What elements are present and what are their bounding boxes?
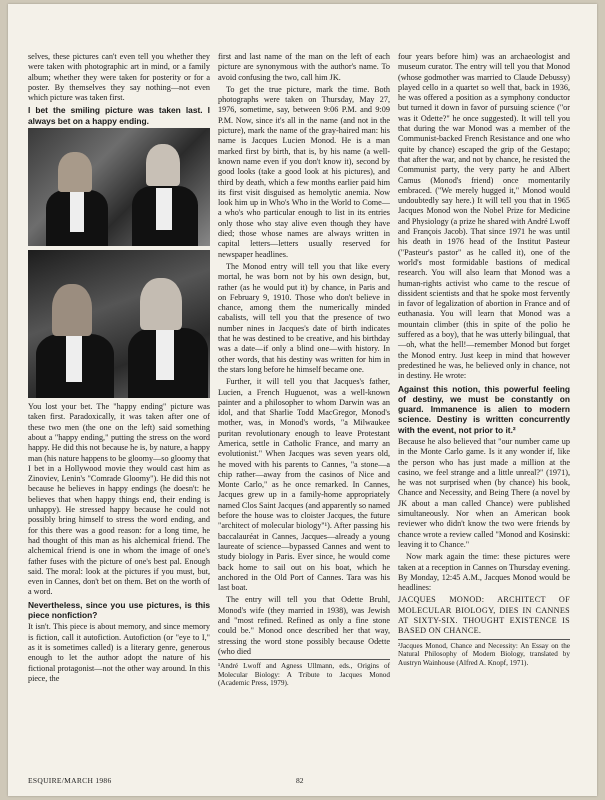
- paragraph: The entry will tell you that Odette Bruhl, Monod's wife (they married in 1938), was Jewish and "most refined. Refined as only a fine stone could be." Monod once described her that way, stressing the word stone possibly because Odette (who died: [218, 595, 390, 656]
- column-left: [28, 52, 210, 686]
- paragraph: Because he also believed that "our number came up in the Monte Carlo game. Is it any wonder if, like the person who has just made a million at the casino, we feel strange and a little unreal?" (1971), he was not surprised when (by chance) his book, Chance and Necessity, and Being There (a novel by JK about a man called Chance) were published simultaneously. Nor when an American book reviewer who didn't know the two were friends by chance wrote a review called "Monod and Kosinski: leaving it to Chance.": [398, 436, 570, 549]
- interview-question: I bet the smiling picture was taken last. I always bet on a happy ending.: [28, 105, 210, 126]
- pull-quote: Against this notion, this powerful feeling of destiny, we must be constantly on guard. Immanence is alien to modern science. Destiny is written concurrently with the event, not prior to it.²: [398, 383, 570, 435]
- paragraph: four years before him) was an archaeologist and museum curator. The entry will tell you that Monod (whose godmother was married to Claude Debussy) played cello in a quartet so well that, back in 1936, he was offered a position as a symphony conductor but turned it down in favor of pursuing science ("or was it Odette?" he once suggested). It will tell you that during the war Monod was a member of the Communist-backed French Resistance and one who quite by chance) escaped the grip of the Gestapo; that after the war, and not by chance, he resisted the Communist party, the very party he and Albert Camus (Monod's friend) once momentarily embraced. ("We merely hugged it," Monod would undoubtedly say here.) It will tell you that in 1965 Jacques Monod won the Nobel Prize for Medicine and Physiology (a prize he shared with André Lwoff and François Jacob). That since 1971 he was until his death in 1976 head of the Institut Pasteur ("Pasteur's pastor" as he called it), one of the world's most formidable bastions of medical research. You will also learn that Monod was a human-rights activist who came to the rescue of dissident scientists and that he spoke most fervently in favor of legalization of abortion in France and of euthanasia. You will learn that Monod was a mountain climber (this in spite of the polio he suffered as a boy), that he was utterly bilingual, that—oh, what the hell!—remember Monod but forget the Monod entry. Just keep in mind that however predestined he was, he believed only in chance, not in destiny. He wrote:: [398, 52, 570, 381]
- headline-quote: JACQUES MONOD: ARCHITECT OF MOLECULAR BIOLOGY, DIES IN CANNES AT SIXTY-SIX. THOUGHT EXISTENCE IS BASED ON CHANCE.: [398, 595, 570, 636]
- photograph-smiling: [28, 128, 210, 246]
- paragraph: Further, it will tell you that Jacques's father, Lucien, a French Huguenot, was a well-known painter and a philosopher to whom Darwin was an idol, and that Sharlie Todd MacGregor, Monod's mother, was, in Monod's words, "a Milwaukee puritan revolutionary enough to leave Protestant America, settle in Catholic France, and marry an evolutionist." When Jacques was seven years old, he moved with his parents to Cannes, "a stone—a chip rather—away from the casinos of Nice and Monte Carlo," as he once remarked. In Cannes, Jacques grew up in a family-home appropriately named Clos Saint Jacques (and apparently so named before the house was to cloister Jacques, the future "architect of molecular biology"¹). After passing his baccalauréat in Cannes, Jacques—already a young laureate of science—bypassed Cannes and went to study biology in Paris. Ever since, he would come back home to sail out on his boat, which he anchored in the Old Port of Cannes. Tara was his last boat.: [218, 377, 390, 593]
- paragraph: You lost your bet. The "happy ending" picture was taken first. Paradoxically, it was taken after one of these two men (the one on the left) said something about a "happy ending," putting the stress on the word happy. He did this not because he is, by nature, a happy man (his nature happens to be gloomy—so gloomy that I bet in a Hollywood movie they would cast him as Zinoviev, Lenin's "Comrade Gloomy"). He did this not because he believes in happy endings (he doesn't: he believes that when happy things end, their ending is unhappy). He stressed happy because he could not possibly bring himself to stress the word ending, and for this there was a good reason: for a long time, he had thought of this man as his alchemical friend. The alchemical friend is one in whom the image of one's father fuses with the picture of one's best pal. Enough said. The moral: look at the pictures if you must, but, even in Cannes, don't bet on them. Bet on the worth of a word.: [28, 402, 210, 597]
- magazine-footer: ESQUIRE/MARCH 1986: [28, 776, 112, 785]
- paragraph: The Monod entry will tell you that like every mortal, he was born not by his own design, but, rather (as he would put it) by chance, in Paris and on February 9, 1910. Those who don't believe in chance, among them the numerically minded cabalists, will tell you that the presence of two number nines in Jacques's date of birth indicates that he was destined to be creative, and his birthday was a date—if only a blind one—with history. In other words, that his destiny was written for him in the stars long before he himself became one.: [218, 261, 390, 374]
- footnote: ¹André Lwoff and Agness Ullmann, eds., Origins of Molecular Biology: A Tribute to Jacques Monod (Academic Press, 1979).: [218, 659, 390, 688]
- paragraph: It isn't. This piece is about memory, and since memory is fiction, call it autofiction. Autofiction (or "eye to I," as it is sometimes called) is a literary genre, generous enough to let the author adopt the nature of his fictional protagonist—not the other way around. In this piece, the: [28, 622, 210, 683]
- footnote: ²Jacques Monod, Chance and Necessity: An Essay on the Natural Philosophy of Modern Biology, translated by Austryn Wainhouse (Alfred A. Knopf, 1971).: [398, 639, 570, 668]
- page-number: 82: [296, 776, 304, 785]
- paragraph: first and last name of the man on the left of each picture are synonymous with the author's name. To avoid confusing the two, call him JK.: [218, 52, 390, 82]
- column-right: [398, 52, 570, 669]
- photograph-serious: [28, 250, 210, 398]
- paragraph: Now mark again the time: these pictures were taken at a reception in Cannes on Thursday evening. By Monday, 12:45 A.M., Jacques Monod would be headlines:: [398, 552, 570, 593]
- interview-question: Nevertheless, since you use pictures, is this piece nonfiction?: [28, 599, 210, 621]
- column-middle: [218, 52, 390, 690]
- paragraph: selves, these pictures can't even tell you whether they were taken with photographic art in mind, or a family album; whether they were taken for posterity or for a poster. By themselves they say nothing—not even which picture was taken first.: [28, 52, 210, 103]
- paragraph: To get the true picture, mark the time. Both photographs were taken on Thursday, May 27, 1976, sometime, say, between 9:06 P.M. and 9:09 P.M. Now, since it's all in the name (and not in the picture), mark the name of the gray-haired man: his name is Jacques Lucien Monod. He is a man marked first by birth, that is, by his name (a well-known name even if you don't know it), second by good looks (take a good look at his pictures), and third by death, which a few months earlier paid him its first visit disguised as hemolytic anemia. Now look him up in Who's Who in the World to Come—a who's who particular enough to list in its entries only those who stay alive even though they have died; those whose names are always written in capital letters—letters usually reserved for newspaper headlines.: [218, 84, 390, 259]
